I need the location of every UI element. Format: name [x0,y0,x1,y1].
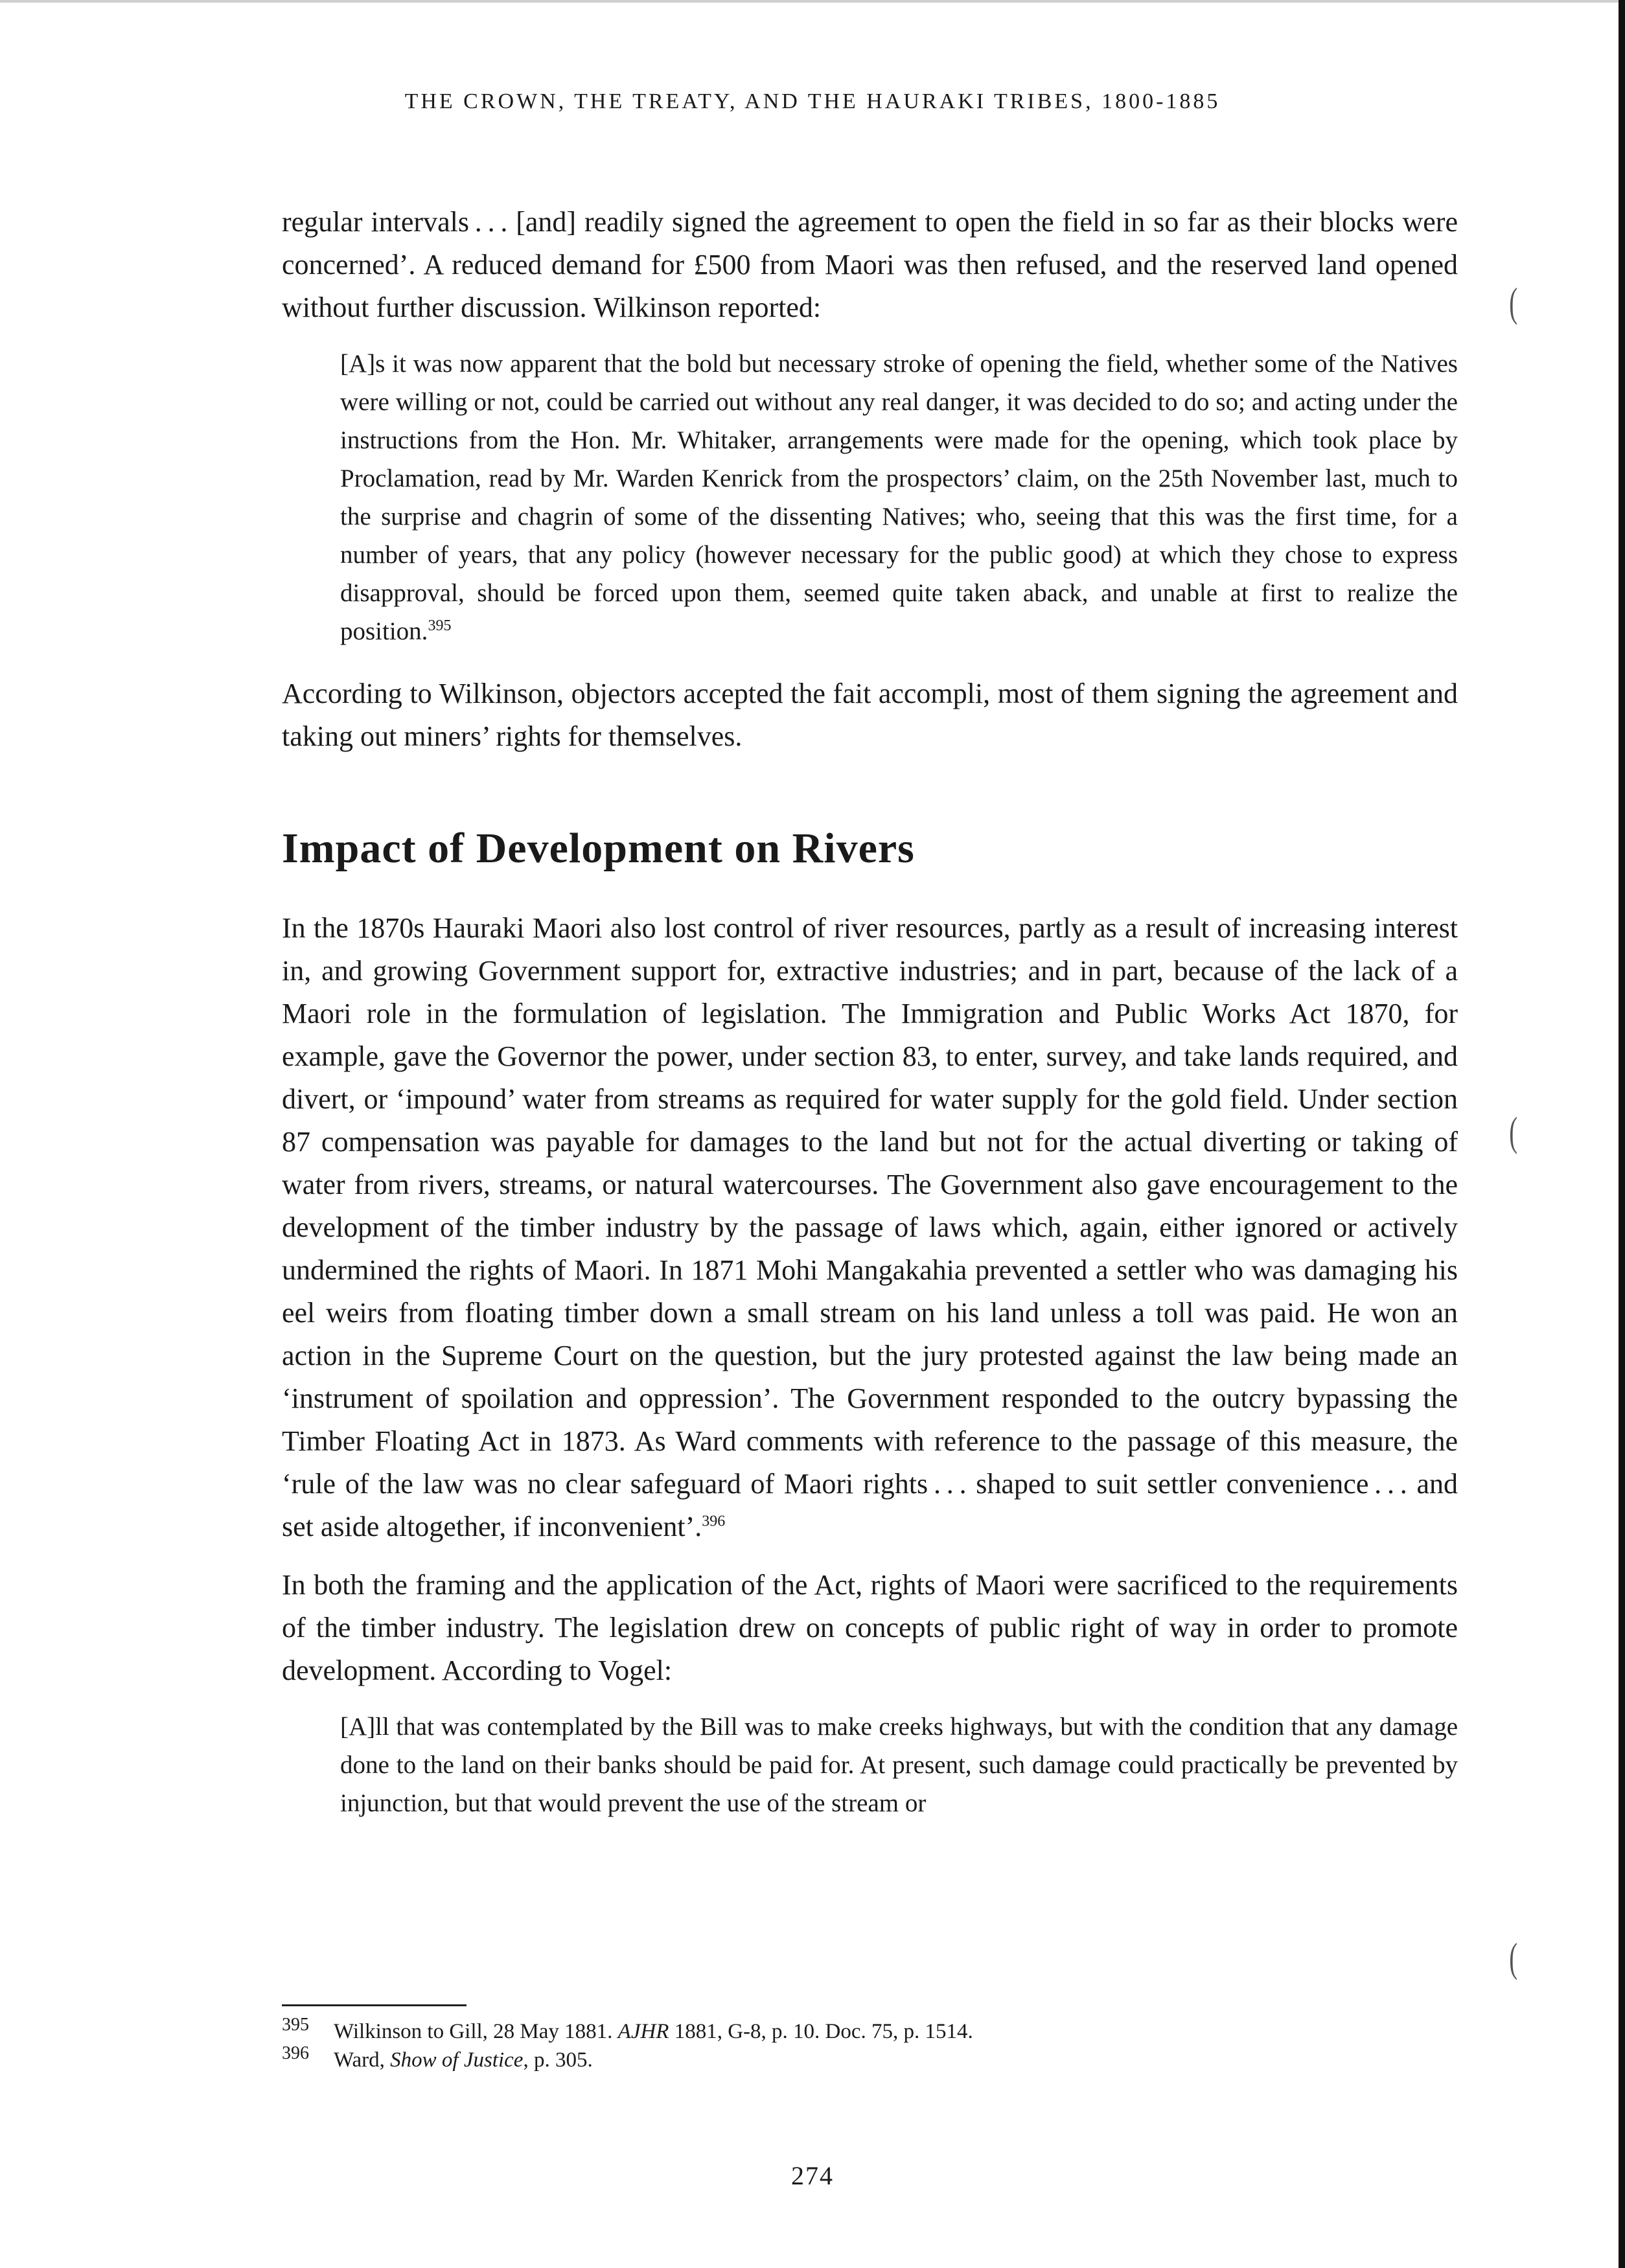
page-body [282,201,1458,1844]
footnotes [282,2017,1458,2074]
block-quote-2: [A]ll that was contemplated by the Bill was to make creeks highways, but with the condition that any damage done to the land on their banks should be paid for. At present, such damage could practically be prevented by injunction, but that would prevent the use of the stream or [340,1713,1458,1817]
paragraph-1: regular intervals . . . [and] readily signed the agreement to open the field in so far as their blocks were concerned’. A reduced demand for £500 from Maori was then refused, and the reserved land opened without further discussion. Wilkinson reported: [282,206,1458,323]
footnote-citation-italic: Show of Justice [390,2048,524,2072]
footnote-395 [282,2017,1458,2046]
section-heading: Impact of Development on Rivers [282,825,915,872]
page-number: 274 [791,2161,834,2190]
block-quote-1-text: [A]s it was now apparent that the bold but necessary stroke of opening the field, whether some of the Natives were willing or not, could be carried out without any real danger, it was decided to do so; and acting under the instructions from the Hon. Mr. Whitaker, arrangements were made for the opening, which took place by Proclamation, read by Mr. Warden Kenrick from the prospectors’ claim, on the 25th November last, much to the surprise and chagrin of some of the dissenting Natives; who, seeing that this was the first time, for a number of years, that any policy (however necessary for the public good) at which they chose to express disapproval, should be forced upon them, seemed quite taken aback, and unable at first to realize the position. [340,350,1458,645]
footnote-text: Wilkinson to Gill, 28 May 1881. AJHR 1881, G-8, p. 10. Doc. 75, p. 1514. [334,2020,973,2043]
footnote-ref-395[interactable]: 395 [428,617,452,634]
paragraph-3-text: In the 1870s Hauraki Maori also lost control of river resources, partly as a result of increasing interest in, and growing Government support for, extractive industries; and in part, because of the lack of a Maori role in the formulation of legislation. The Immigration and Public Works Act 1870, for example, gave the Governor the power, under section 83, to enter, survey, and take lands required, and divert, or ‘impound’ water from streams as required for water supply for the gold field. Under section 87 compensation was payable for damages to the land but not for the actual diverting or taking of water from rivers, streams, or natural watercourses. The Government also gave encouragement to the development of the timber industry by the passage of laws which, again, either ignored or actively undermined the rights of Maori. In 1871 Mohi Mangakahia prevented a settler who was damaging his eel weirs from floating timber down a small stream on his land unless a toll was paid. He won an action in the Supreme Court on the question, but the jury protested against the law being made an ‘instrument of spoilation and oppression’. The Government responded to the outcry bypassing the Timber Floating Act in 1873. As Ward comments with reference to the passage of this measure, the ‘rule of the law was no clear safeguard of Maori rights . . . shaped to suit settler convenience . . . and set aside altogether, if inconvenient’. [282,912,1458,1542]
running-head: THE CROWN, THE TREATY, AND THE HAURAKI TRIBES, 1800-1885 [404,89,1221,113]
block-quote-1 [340,345,1458,650]
scan-right-edge [1619,0,1625,2268]
margin-bracket-mark: ( [1509,279,1518,325]
footnote-number: 395 [282,2015,309,2035]
scan-top-edge [0,0,1625,3]
paragraph-2: According to Wilkinson, objectors accepted the fait accompli, most of them signing the agreement and taking out miners’ rights for themselves. [282,678,1458,752]
footnote-text: Ward, Show of Justice, p. 305. [334,2048,593,2072]
margin-bracket-mark: ( [1509,1108,1518,1154]
paragraph-3 [282,907,1458,1548]
footnote-number: 396 [282,2043,309,2063]
footnote-ref-396[interactable]: 396 [702,1513,726,1530]
margin-bracket-mark: ( [1509,1934,1518,1980]
footnote-396 [282,2043,1458,2074]
paragraph-4: In both the framing and the application of the Act, rights of Maori were sacrificed to the requirements of the timber industry. The legislation drew on concepts of public right of way in order to promote development. According to Vogel: [282,1569,1458,1686]
footnote-divider [282,2004,467,2006]
footnote-citation-italic: AJHR [617,2020,669,2043]
